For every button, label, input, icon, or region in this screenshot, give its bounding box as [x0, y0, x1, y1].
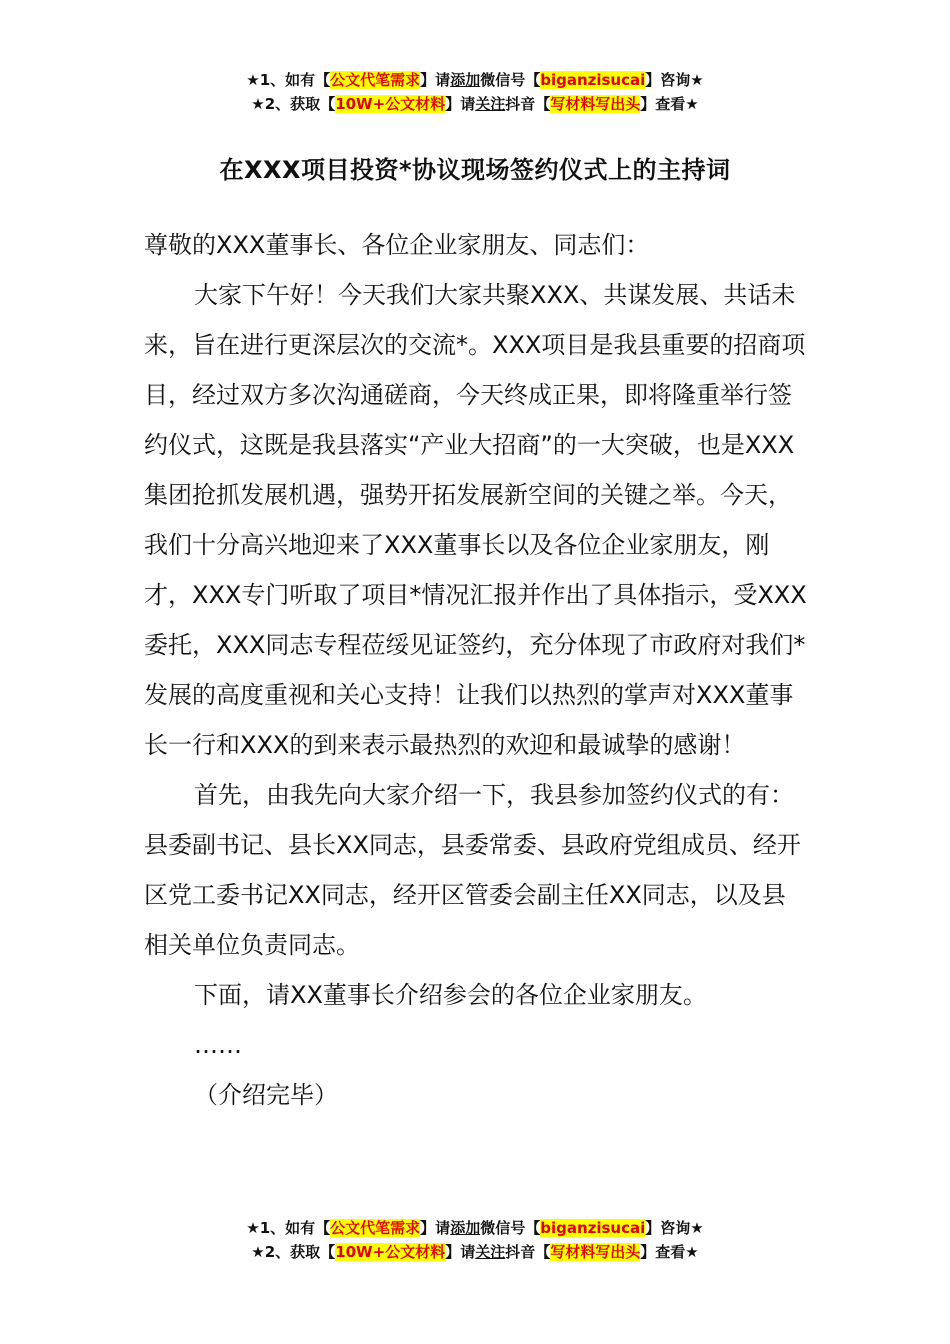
highlight-douyin-account: 写材料写出头 [550, 1243, 641, 1261]
salutation: 尊敬的XXX董事长、各位企业家朋友、同志们： [144, 231, 650, 259]
banner-line-2: ★2、获取【10W+公文材料】请关注抖音【写材料写出头】查看★ [251, 95, 699, 113]
highlight-materials: 10W+公文材料 [335, 1243, 446, 1261]
document-body [144, 220, 808, 1120]
paragraph-next-speaker: 下面，请XX董事长介绍参会的各位企业家朋友。 [194, 981, 707, 1009]
bottom-banner [0, 1216, 950, 1264]
highlight-service: 公文代笔需求 [330, 1219, 421, 1237]
paragraph-welcome: 大家下午好！今天我们大家共聚XXX、共谋发展、共话未来，旨在进行更深层次的交流*。XXX项目是我县重要的招商项目，经过双方多次沟通磋商，今天终成正果，即将隆重举行签约仪式，这既是我县落实“产业大招商”的一大突破，也是XXX集团抢抓发展机遇，强势开拓发展新空间的关键之举。今天，我们十分高兴地迎来了XXX董事长以及各位企业家朋友，刚才，XXX专门听取了项目*情况汇报并作出了具体指示，受XXX委托，XXX同志专程莅绥见证签约，充分体现了市政府对我们*发展的高度重视和关心支持！让我们以热烈的掌声对XXX董事长一行和XXX的到来表示最热烈的欢迎和最诚挚的感谢！ [144, 281, 807, 759]
top-banner [0, 68, 950, 116]
highlight-materials: 10W+公文材料 [335, 95, 446, 113]
banner-line-2: ★2、获取【10W+公文材料】请关注抖音【写材料写出头】查看★ [251, 1243, 699, 1261]
highlight-wechat-id: biganzisucai [540, 71, 646, 89]
highlight-douyin-account: 写材料写出头 [550, 95, 641, 113]
paragraph-intro-complete: （介绍完毕） [194, 1081, 338, 1109]
banner-line-1: ★1、如有【公文代笔需求】请添加微信号【biganzisucai】咨询★ [246, 1219, 704, 1237]
banner-line-1: ★1、如有【公文代笔需求】请添加微信号【biganzisucai】咨询★ [246, 71, 704, 89]
highlight-wechat-id: biganzisucai [540, 1219, 646, 1237]
paragraph-introductions: 首先，由我先向大家介绍一下，我县参加签约仪式的有：县委副书记、县长XX同志，县委常委、县政府党组成员、经开区党工委书记XX同志，经开区管委会副主任XX同志，以及县相关单位负责同志。 [144, 781, 801, 959]
document-title: 在XXX项目投资*协议现场签约仪式上的主持词 [219, 156, 731, 184]
paragraph-ellipsis: …… [194, 1031, 242, 1059]
highlight-service: 公文代笔需求 [330, 71, 421, 89]
